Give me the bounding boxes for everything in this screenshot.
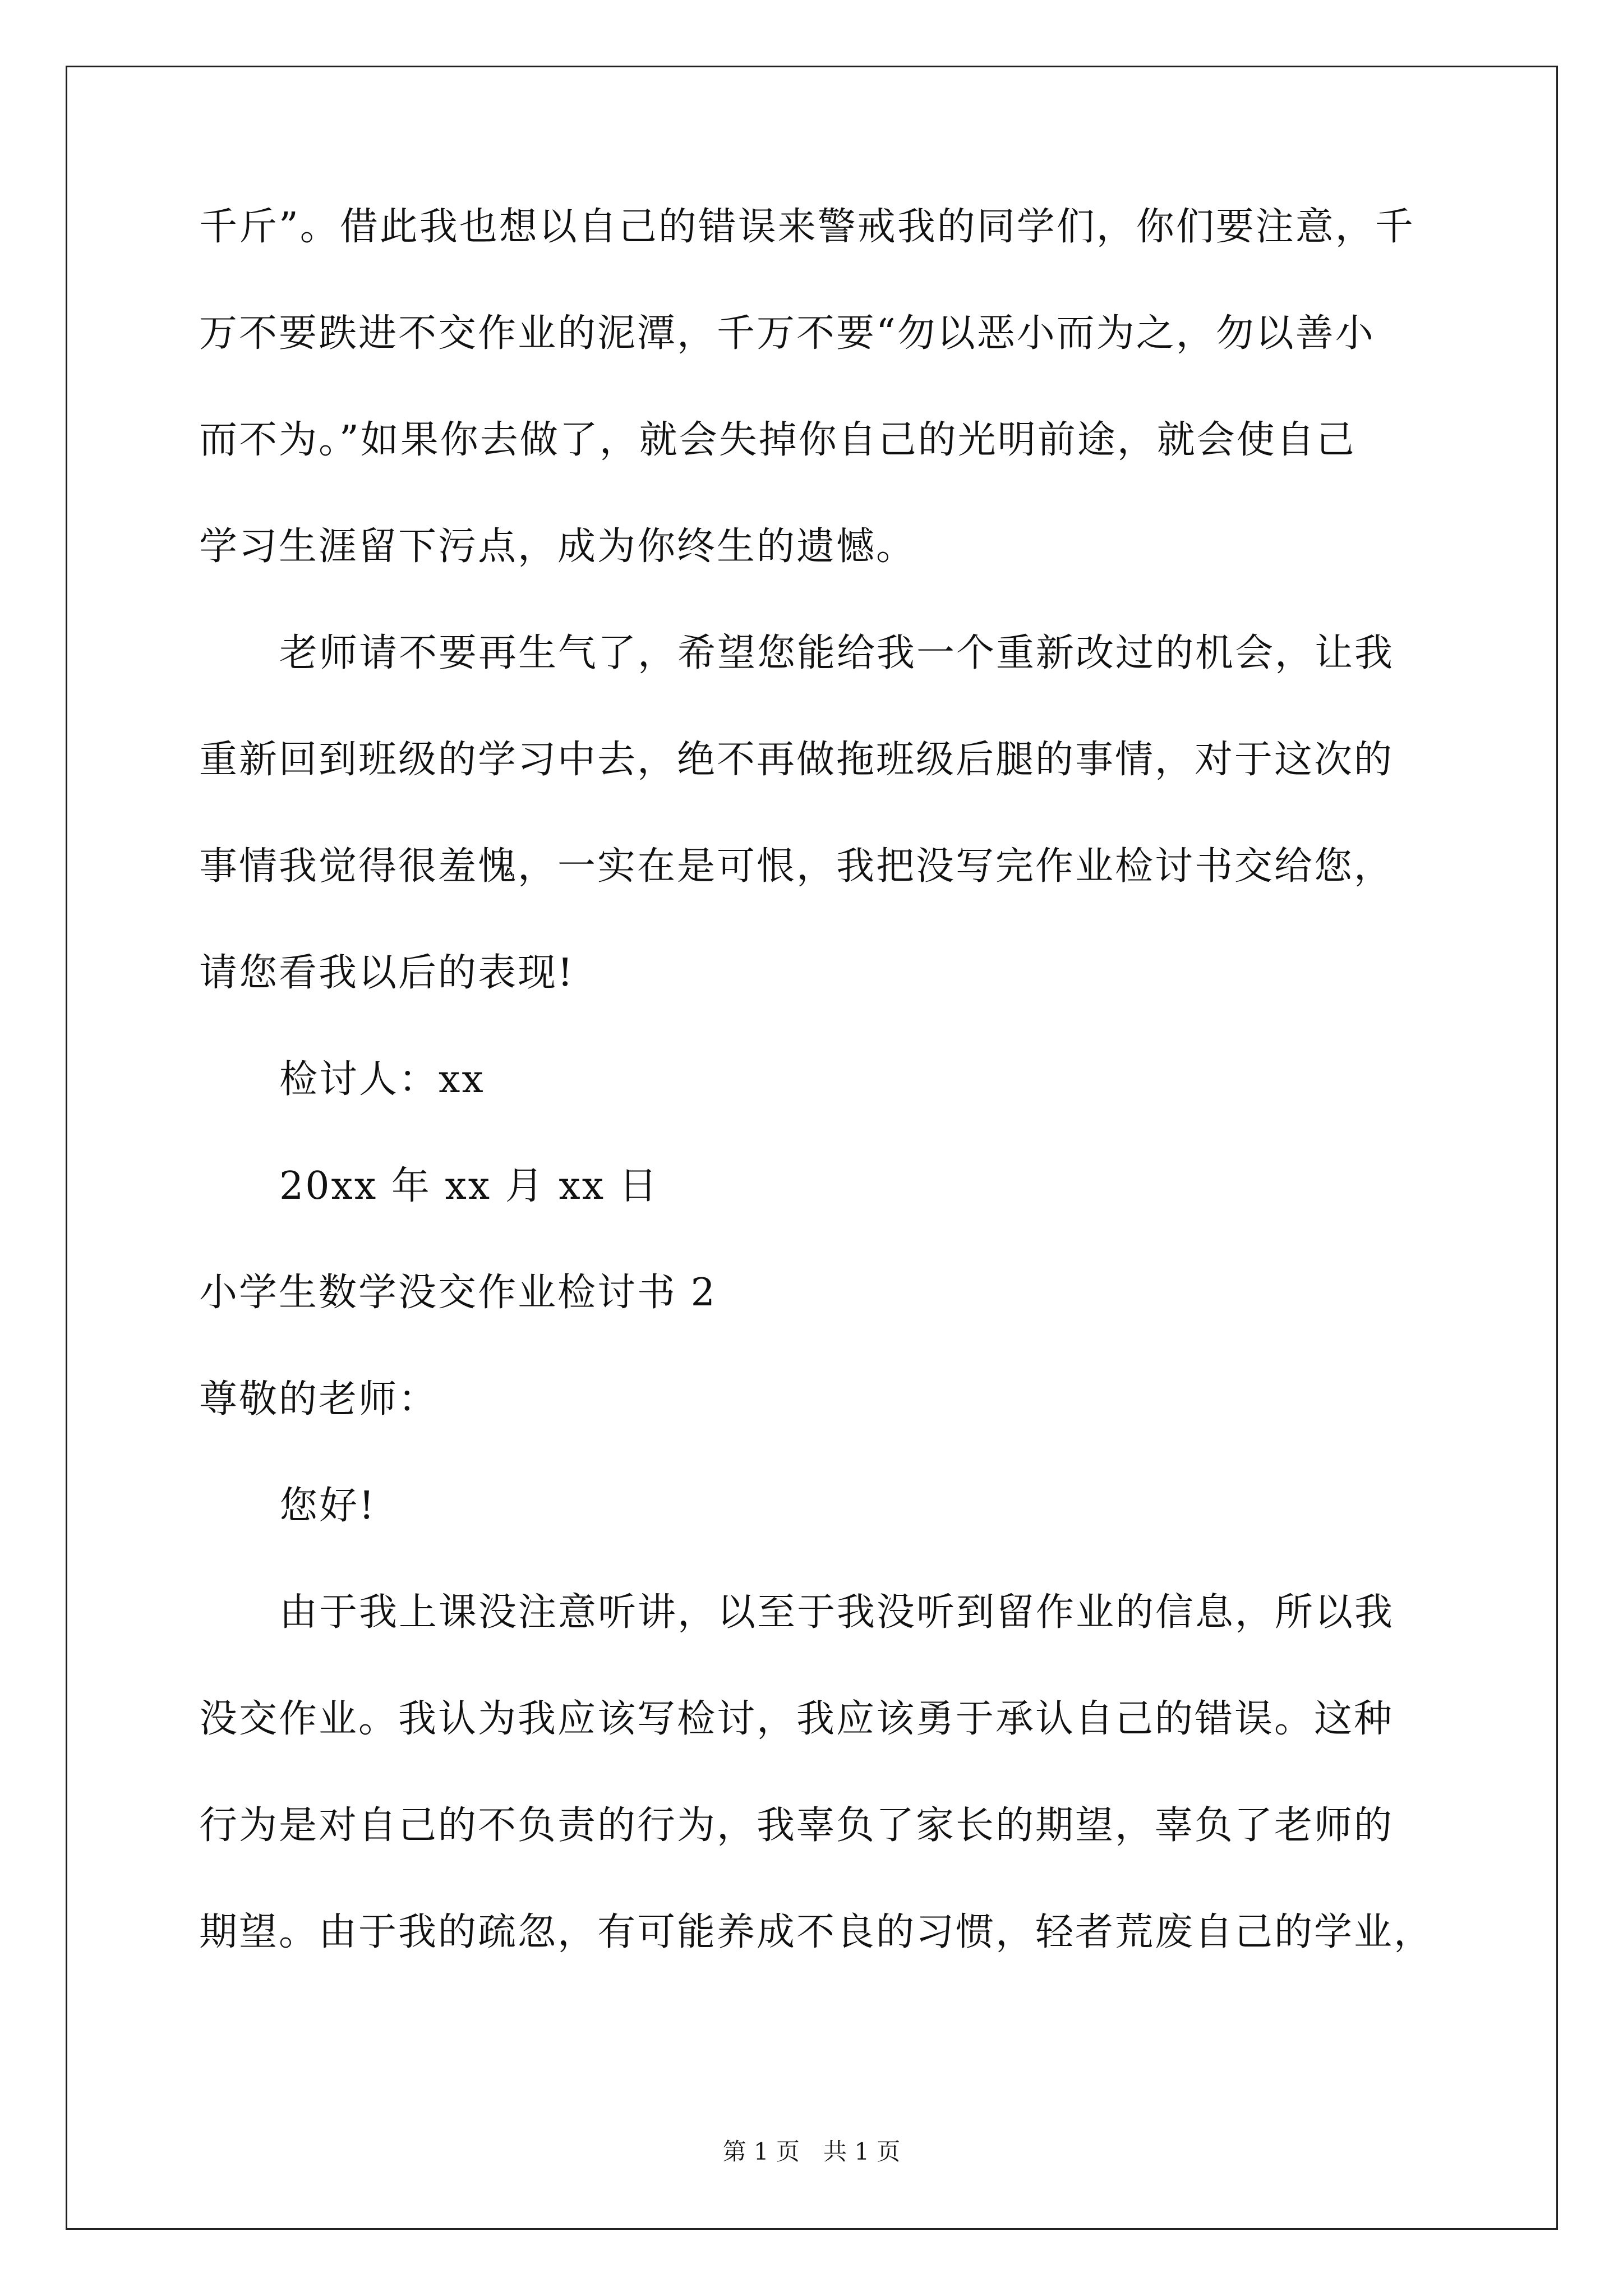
- section-title: 小学生数学没交作业检讨书 2: [199, 1271, 717, 1315]
- salutation: 尊敬的老师：: [199, 1377, 439, 1421]
- text-line: 期望。由于我的疏忽，有可能养成不良的习惯，轻者荒废自己的学业，: [199, 1910, 1434, 1954]
- text-line: 千斤”。借此我也想以自己的错误来警戒我的同学们，你们要注意，千: [199, 205, 1415, 249]
- text-line: 由于我上课没注意听讲，以至于我没听到留作业的信息，所以我: [279, 1590, 1395, 1635]
- text-line: 重新回到班级的学习中去，绝不再做拖班级后腿的事情，对于这次的: [199, 738, 1394, 782]
- date-line: 20xx 年 xx 月 xx 日: [279, 1164, 659, 1208]
- text-line: 万不要跌进不交作业的泥潭，千万不要“勿以恶小而为之，勿以善小: [199, 311, 1375, 356]
- text-line: 而不为。”如果你去做了，就会失掉你自己的光明前途，就会使自己: [199, 418, 1356, 462]
- text-line: 老师请不要再生气了，希望您能给我一个重新改过的机会，让我: [279, 631, 1395, 675]
- text-line: 没交作业。我认为我应该写检讨，我应该勇于承认自己的错误。这种: [199, 1697, 1394, 1741]
- page-border: [66, 66, 1558, 2230]
- text-line: 学习生涯留下污点，成为你终生的遗憾。: [199, 524, 916, 569]
- greeting: 您好!: [279, 1484, 376, 1528]
- page-footer: 第 1 页 共 1 页: [722, 2138, 901, 2165]
- text-line: 事情我觉得很羞愧，一实在是可恨，我把没写完作业检讨书交给您，: [199, 844, 1394, 889]
- signature-line: 检讨人：xx: [279, 1057, 485, 1102]
- text-line: 请您看我以后的表现!: [199, 951, 575, 995]
- text-line: 行为是对自己的不负责的行为，我辜负了家长的期望，辜负了老师的: [199, 1803, 1394, 1848]
